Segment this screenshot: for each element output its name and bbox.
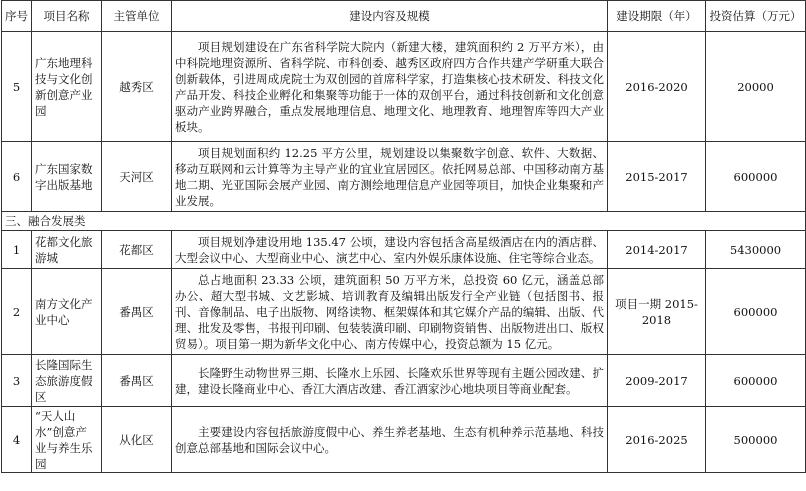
cell-dept: 越秀区 <box>102 32 172 142</box>
table-row <box>2 355 806 407</box>
cell-seq: 1 <box>2 231 32 269</box>
table-row <box>2 32 806 142</box>
cell-name: 广东国家数字出版基地 <box>32 142 102 212</box>
cell-period: 2016-2020 <box>608 32 706 142</box>
cell-dept: 从化区 <box>102 407 172 473</box>
header-name: 项目名称 <box>32 1 102 32</box>
cell-name: 南方文化产业中心 <box>32 269 102 355</box>
header-seq: 序号 <box>2 1 32 32</box>
table-row <box>2 407 806 473</box>
cell-period: 项目一期 2015-2018 <box>608 269 706 355</box>
cell-content: 项目规划面积约 12.25 平方公里，规划建设以集聚数字创意、软件、大数据、移动互联网和云计算等为主导产业的宜业宜居园区。依托网易总部、中国移动南方基地二期、光亚国际会展产业园、南方测绘地理信息产业园等项目，加快企业集聚和产业发展。 <box>172 142 608 212</box>
header-dept: 主管单位 <box>102 1 172 32</box>
table-row <box>2 231 806 269</box>
cell-content: 项目规划净建设用地 135.47 公顷，建设内容包括含高星级酒店在内的酒店群、大型会议中心、大型商业中心、演艺中心、室内外娱乐康体设施、住宅等综合业态。 <box>172 231 608 269</box>
cell-period: 2014-2017 <box>608 231 706 269</box>
cell-seq: 6 <box>2 142 32 212</box>
cell-invest: 500000 <box>706 407 806 473</box>
cell-invest: 600000 <box>706 269 806 355</box>
cell-seq: 4 <box>2 407 32 473</box>
cell-invest: 20000 <box>706 32 806 142</box>
cell-seq: 2 <box>2 269 32 355</box>
section-title: 三、融合发展类 <box>2 212 806 231</box>
cell-invest: 600000 <box>706 142 806 212</box>
projects-table <box>1 0 806 473</box>
table-row <box>2 269 806 355</box>
header-content: 建设内容及规模 <box>172 1 608 32</box>
cell-content: 主要建设内容包括旅游度假中心、养生养老基地、生态有机种养示范基地、科技创意总部基地和国际会议中心。 <box>172 407 608 473</box>
cell-dept: 番禺区 <box>102 355 172 407</box>
cell-name: 花都文化旅游城 <box>32 231 102 269</box>
cell-content: 项目规划建设在广东省科学院大院内（新建大楼，建筑面积约 2 万平方米），由中科院地理资源所、省科学院、市科创委、越秀区政府四方合作共建产学研重大联合创新载体，引进周成虎院士为双创园的首席科学家，打造集核心技术研发、科技文化产品开发、科技企业孵化和集聚等功能于一体的双创平台，通过科技创新和文化创意驱动产业跨界融合，重点发展地理信息、地理文化、地理教育、地理智库等四大产业板块。 <box>172 32 608 142</box>
cell-invest: 5430000 <box>706 231 806 269</box>
header-period: 建设期限（年） <box>608 1 706 32</box>
cell-dept: 花都区 <box>102 231 172 269</box>
cell-name: 广东地理科技与文化创新创意产业园 <box>32 32 102 142</box>
cell-seq: 5 <box>2 32 32 142</box>
cell-invest: 600000 <box>706 355 806 407</box>
cell-name: “天人山水”创意产业与养生乐园 <box>32 407 102 473</box>
header-invest: 投资估算（万元） <box>706 1 806 32</box>
cell-period: 2016-2025 <box>608 407 706 473</box>
cell-period: 2009-2017 <box>608 355 706 407</box>
table-header-row <box>2 1 806 32</box>
cell-period: 2015-2017 <box>608 142 706 212</box>
cell-seq: 3 <box>2 355 32 407</box>
cell-content: 总占地面积 23.33 公顷，建筑面积 50 万平方米，总投资 60 亿元，涵盖总部办公、超大型书城、文艺影城、培训教育及编辑出版发行全产业链（包括图书、报刊、音像制品、电子出版物、网络读物、框架媒体和其它媒介产品的编辑、出版、代理、批发及零售，书报刊印刷、包装装潢印刷、印刷物资销售、出版物进出口、版权贸易）。项目第一期为新华文化中心、南方传媒中心，投资总额为 15 亿元。 <box>172 269 608 355</box>
table-row <box>2 142 806 212</box>
cell-content: 长隆野生动物世界三期、长隆水上乐园、长隆欢乐世界等现有主题公园改建、扩建，建设长隆商业中心、香江大酒店改建、香江酒家沙心地块项目等商业配套。 <box>172 355 608 407</box>
section-row <box>2 212 806 231</box>
cell-dept: 番禺区 <box>102 269 172 355</box>
cell-name: 长隆国际生态旅游度假区 <box>32 355 102 407</box>
cell-dept: 天河区 <box>102 142 172 212</box>
